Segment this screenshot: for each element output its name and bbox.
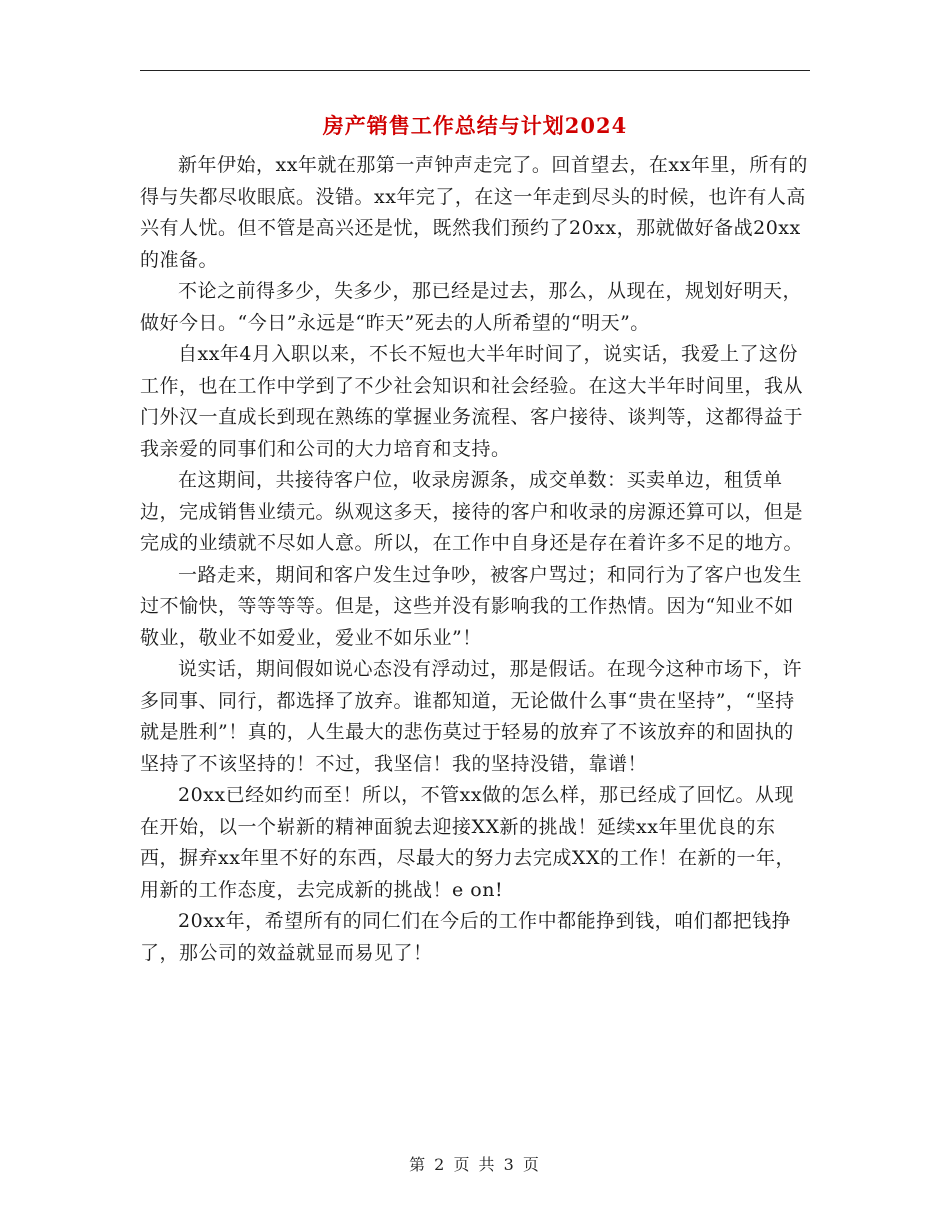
document-title: 房产销售工作总结与计划2024 <box>322 113 628 138</box>
header-rule <box>140 70 810 71</box>
paragraph-1: 新年伊始，xx年就在那第一声钟声走完了。回首望去，在xx年里，所有的得与失都尽收眼底。没错。xx年完了，在这一年走到尽头的时候，也许有人高兴有人忧。但不管是高兴还是忧，既然我们预约了20xx，那就做好备战20xx的准备。 <box>140 154 808 271</box>
page-number-footer: 第 2 页 共 3 页 <box>409 1155 541 1174</box>
paragraph-7: 20xx已经如约而至！所以，不管xx做的怎么样，那已经成了回忆。从现在开始，以一个崭新的精神面貌去迎接XX新的挑战！延续xx年里优良的东西，摒弃xx年里不好的东西，尽最大的努力去完成XX的工作！在新的一年，用新的工作态度，去完成新的挑战！e on! <box>140 784 795 901</box>
paragraph-2: 不论之前得多少，失多少，那已经是过去，那么，从现在，规划好明天，做好今日。“今日”永远是“昨天”死去的人所希望的“明天”。 <box>140 280 803 334</box>
paragraph-3: 自xx年4月入职以来，不长不短也大半年时间了，说实话，我爱上了这份工作，也在工作中学到了不少社会知识和社会经验。在这大半年时间里，我从门外汉一直成长到现在熟练的掌握业务流程、客户接待、谈判等，这都得益于我亲爱的同事们和公司的大力培育和支持。 <box>140 343 804 460</box>
paragraph-4: 在这期间，共接待客户位，收录房源条，成交单数：买卖单边，租赁单边，完成销售业绩元。纵观这多天，接待的客户和收录的房源还算可以，但是完成的业绩就不尽如人意。所以，在工作中自身还是存在着许多不足的地方。 <box>140 469 804 554</box>
paragraph-5: 一路走来，期间和客户发生过争吵，被客户骂过；和同行为了客户也发生过不愉快，等等等等。但是，这些并没有影响我的工作热情。因为“知业不如敬业，敬业不如爱业，爱业不如乐业”！ <box>140 563 803 649</box>
paragraph-8: 20xx年，希望所有的同仁们在今后的工作中都能挣到钱，咱们都把钱挣了，那公司的效益就显而易见了！ <box>140 910 792 964</box>
paragraph-6: 说实话，期间假如说心态没有浮动过，那是假话。在现今这种市场下，许多同事、同行，都选择了放弃。谁都知道，无论做什么事“贵在坚持”，“坚持就是胜利”！真的，人生最大的悲伤莫过于轻易的放弃了不该放弃的和固执的坚持了不该坚持的！不过，我坚信！我的坚持没错，靠谱！ <box>140 658 803 775</box>
document-body <box>140 150 812 969</box>
